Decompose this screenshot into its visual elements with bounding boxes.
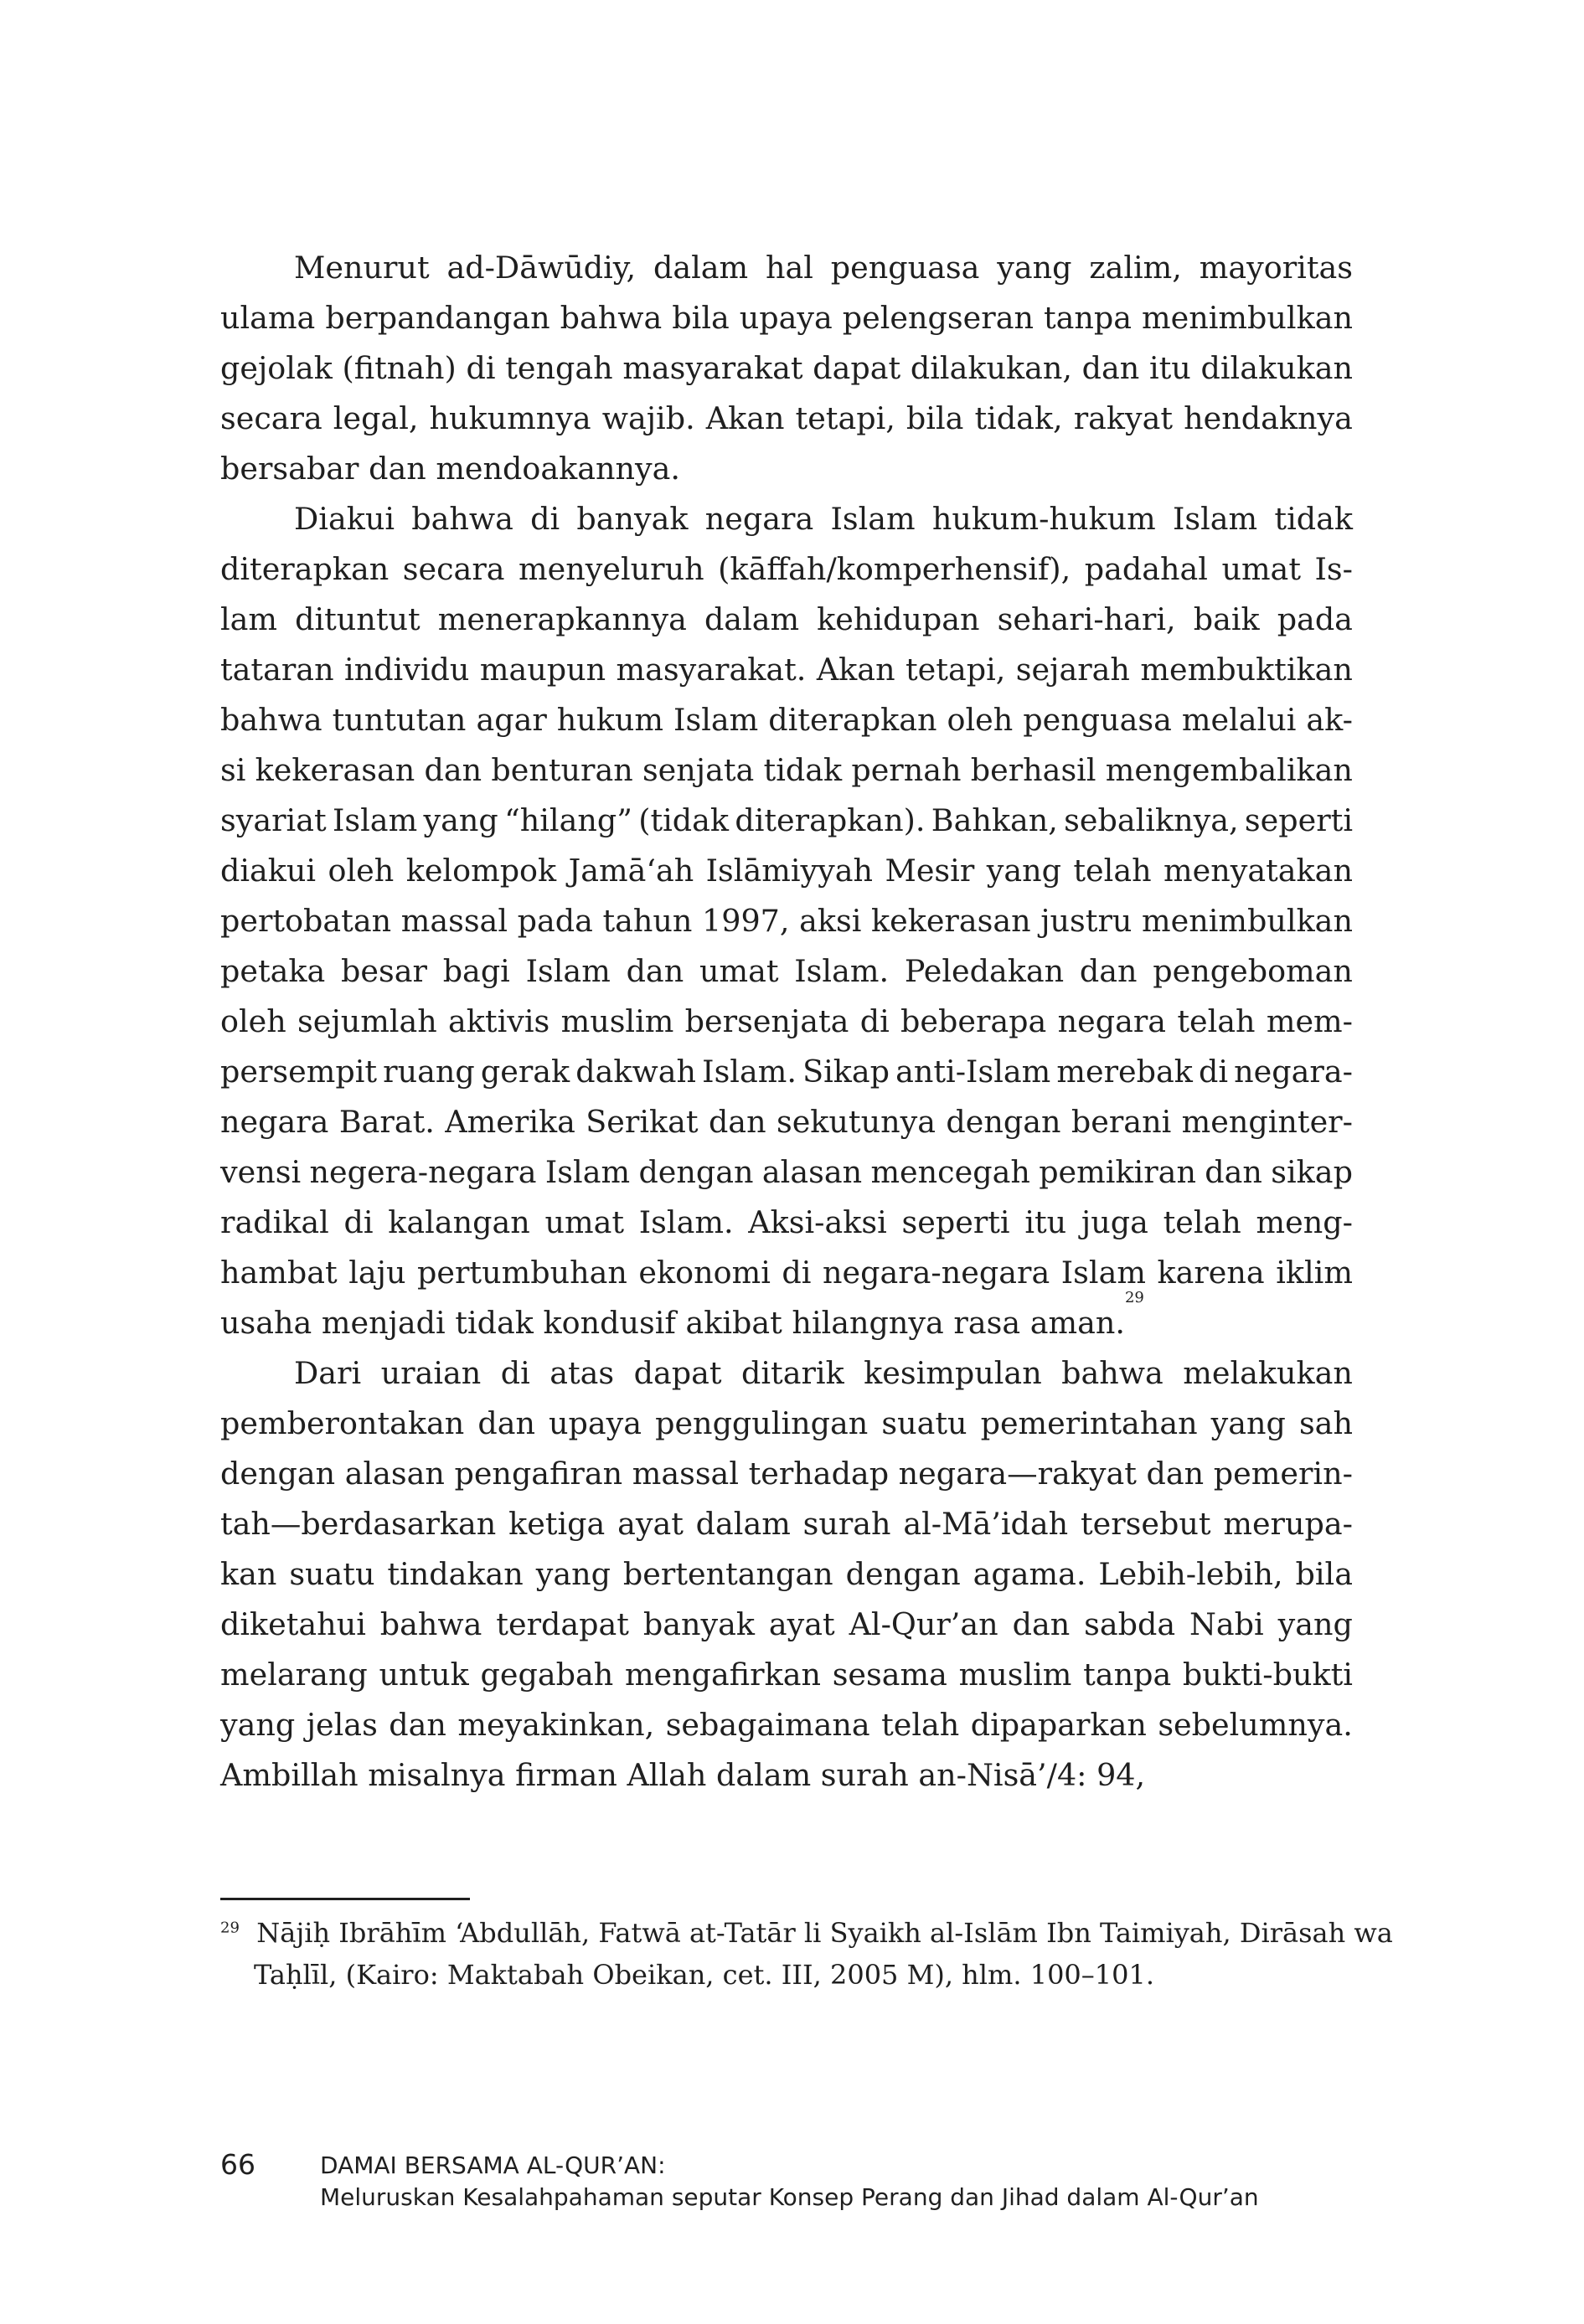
paragraph-line: gejolak (fitnah) di tengah masyarakat dapat dilakukan, dan itu dilakukan: [220, 350, 1353, 386]
paragraph-line: petaka besar bagi Islam dan umat Islam. Peledakan dan pengeboman: [220, 953, 1353, 989]
paragraph-line: tah—berdasarkan ketiga ayat dalam surah al-Mā’idah tersebut merupa-: [220, 1506, 1353, 1542]
paragraph-line: secara legal, hukumnya wajib. Akan tetapi, bila tidak, rakyat hendaknya: [220, 400, 1353, 436]
paragraph-line: tataran individu maupun masyarakat. Akan tetapi, sejarah membuktikan: [220, 652, 1353, 688]
paragraph-line: pemberontakan dan upaya penggulingan suatu pemerintahan yang sah: [220, 1405, 1353, 1441]
paragraph-line: kan suatu tindakan yang bertentangan dengan agama. Lebih-lebih, bila: [220, 1556, 1353, 1592]
paragraph-line: persempit ruang gerak dakwah Islam. Sikap anti-Islam merebak di negara-: [220, 1054, 1353, 1090]
paragraph-line: vensi negera-negara Islam dengan alasan mencegah pemikiran dan sikap: [220, 1154, 1353, 1190]
paragraph-line: radikal di kalangan umat Islam. Aksi-aksi seperti itu juga telah meng-: [220, 1204, 1353, 1240]
footnote-line: [220, 1912, 1393, 1954]
paragraph-line: si kekerasan dan benturan senjata tidak pernah berhasil mengembalikan: [220, 752, 1353, 788]
paragraph-line: lam dituntut menerapkannya dalam kehidupan sehari-hari, baik pada: [220, 601, 1353, 637]
paragraph-line: dengan alasan pengafiran massal terhadap negara—rakyat dan pemerin-: [220, 1456, 1353, 1492]
body-text: [220, 243, 1353, 1801]
paragraph-line-with-footnote: [220, 1289, 1353, 1348]
paragraph-line-text: usaha menjadi tidak kondusif akibat hilangnya rasa aman.: [220, 1305, 1125, 1341]
paragraph-line: yang jelas dan meyakinkan, sebagaimana telah dipaparkan sebelumnya.: [220, 1707, 1353, 1743]
footnote-reference[interactable]: 29: [1124, 1289, 1144, 1306]
paragraph-line: bahwa tuntutan agar hukum Islam diterapkan oleh penguasa melalui ak-: [220, 702, 1353, 738]
book-title: DAMAI BERSAMA AL-QUR’AN:: [320, 2151, 666, 2179]
paragraph-line: pertobatan massal pada tahun 1997, aksi kekerasan justru menimbulkan: [220, 903, 1353, 939]
paragraph-line: diakui oleh kelompok Jamā‘ah Islāmiyyah Mesir yang telah menyatakan: [220, 853, 1353, 889]
paragraph-3: [220, 1348, 1353, 1801]
footnote: [220, 1912, 1393, 1996]
paragraph-line: syariat Islam yang “hilang” (tidak diterapkan). Bahkan, sebaliknya, seperti: [220, 802, 1353, 838]
paragraph-1: [220, 243, 1353, 494]
footnote-line: Taḥlīl, (Kairo: Maktabah Obeikan, cet. III, 2005 M), hlm. 100–101.: [254, 1959, 1155, 1991]
paragraph-line: negara Barat. Amerika Serikat dan sekutunya dengan berani menginter-: [220, 1104, 1353, 1140]
footnote-entry: [220, 1912, 1393, 1954]
paragraph-line: Diakui bahwa di banyak negara Islam hukum-hukum Islam tidak: [294, 501, 1353, 537]
paragraph-line: ulama berpandangan bahwa bila upaya pelengseran tanpa menimbulkan: [220, 300, 1353, 336]
paragraph-line: bersabar dan mendoakannya.: [220, 451, 681, 487]
paragraph-line: hambat laju pertumbuhan ekonomi di negara-negara Islam karena iklim: [220, 1255, 1353, 1291]
paragraph-line: Dari uraian di atas dapat ditarik kesimpulan bahwa melakukan: [294, 1355, 1353, 1391]
paragraph-2: [220, 494, 1353, 1348]
paragraph-line: Menurut ad-Dāwūdiy, dalam hal penguasa yang zalim, mayoritas: [294, 250, 1353, 286]
paragraph-line: diterapkan secara menyeluruh (kāffah/komperhensif), padahal umat Is-: [220, 551, 1353, 587]
paragraph-line: melarang untuk gegabah mengafirkan sesama muslim tanpa bukti-bukti: [220, 1657, 1353, 1693]
paragraph-line: oleh sejumlah aktivis muslim bersenjata di beberapa negara telah mem-: [220, 1003, 1353, 1039]
page-number: 66: [220, 2148, 255, 2181]
paragraph-line: diketahui bahwa terdapat banyak ayat Al-Qur’an dan sabda Nabi yang: [220, 1606, 1353, 1642]
footnote-text: Nājiḥ Ibrāhīm ‘Abdullāh, Fatwā at-Tatār li Syaikh al-Islām Ibn Taimiyah, Dirāsah wa: [256, 1917, 1393, 1949]
book-subtitle: Meluruskan Kesalahpahaman seputar Konsep Perang dan Jihad dalam Al-Qur’an: [320, 2183, 1259, 2211]
footnote-number: 29: [220, 1919, 240, 1937]
paragraph-line: Ambillah misalnya firman Allah dalam surah an-Nisā’/4: 94,: [220, 1757, 1146, 1793]
footnote-divider: [220, 1898, 470, 1900]
